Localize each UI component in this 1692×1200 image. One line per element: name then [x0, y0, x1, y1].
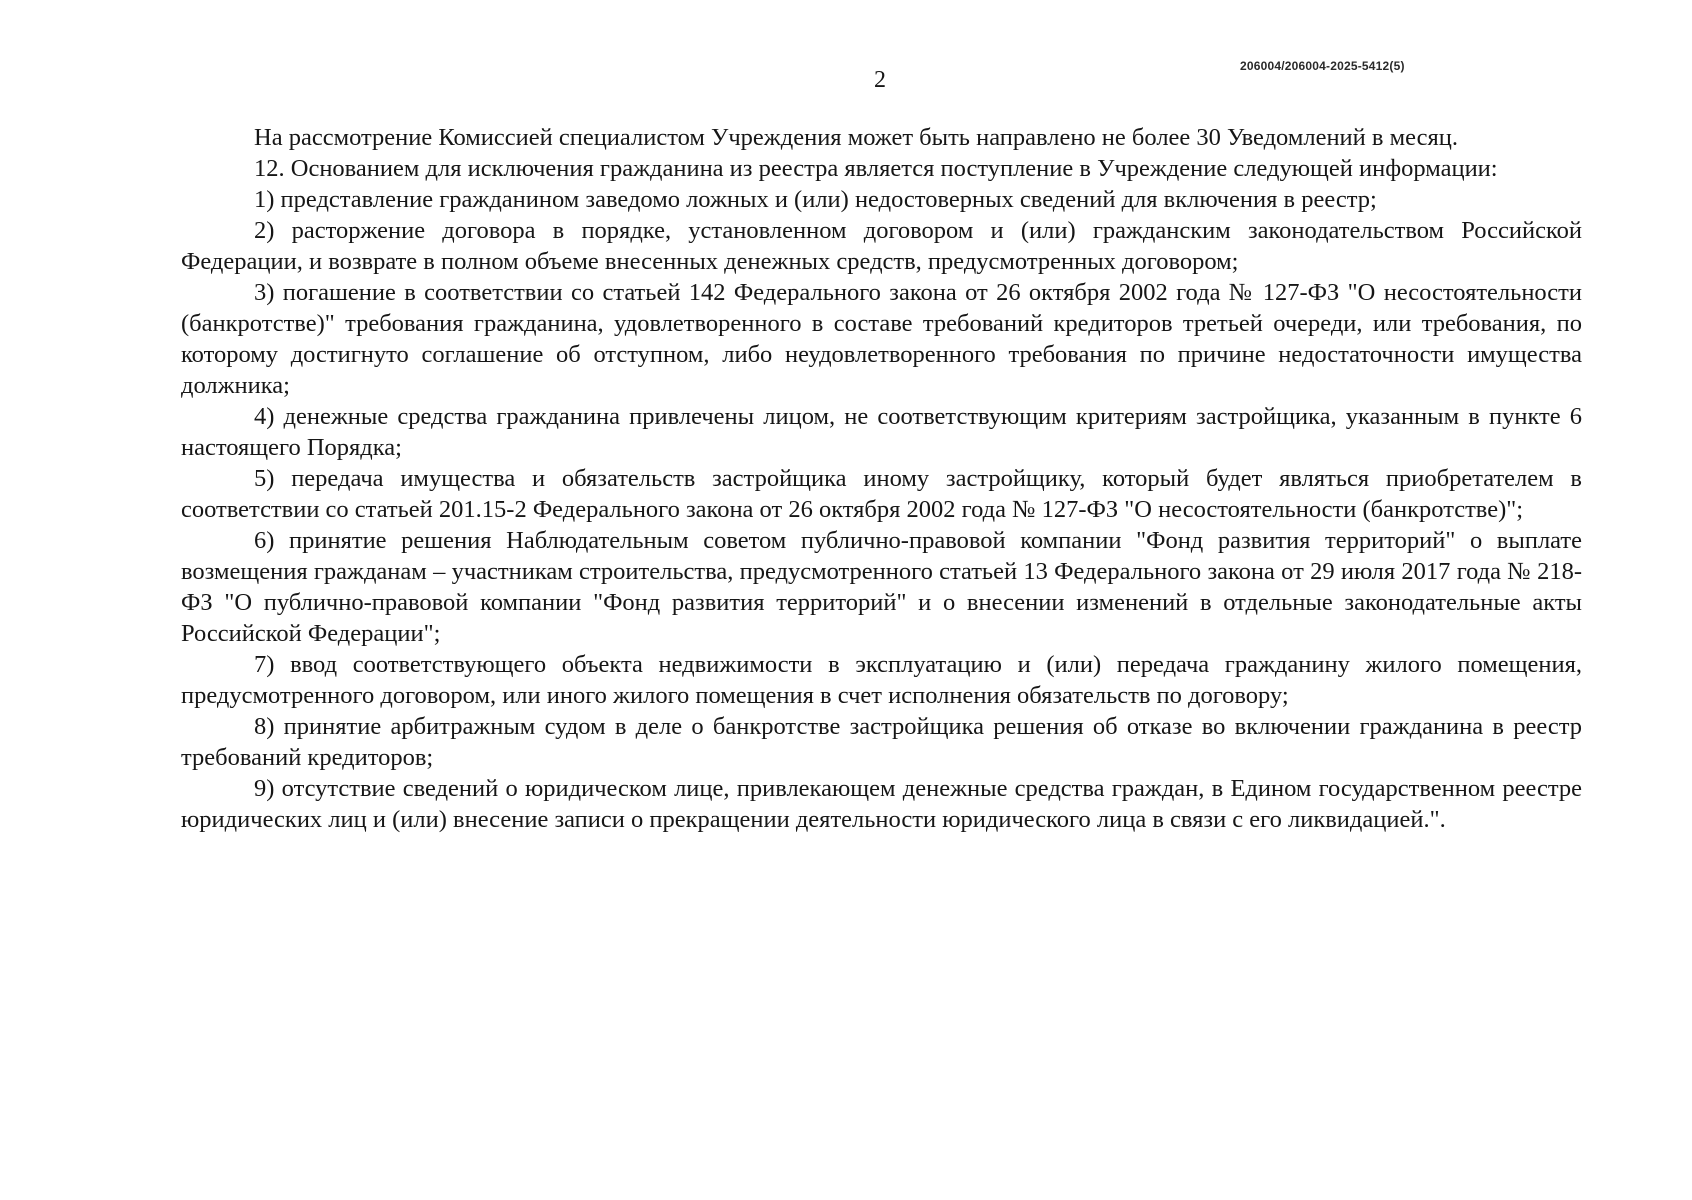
paragraph-item-6: 6) принятие решения Наблюдательным советом публично-правовой компании "Фонд развития территорий" о выплате возмещения гражданам – участникам строительства, предусмотренного статьей 13 Федерального закона от 29 июля 2017 года № 218-ФЗ "О публично-правовой компании "Фонд развития территорий" и о внесении изменений в отдельные законодательные акты Российской Федерации";	[181, 527, 1582, 647]
paragraph-item-7: 7) ввод соответствующего объекта недвижимости в эксплуатацию и (или) передача гражданину жилого помещения, предусмотренного договором, или иного жилого помещения в счет исполнения обязательств по договору;	[181, 651, 1582, 709]
paragraph-clause-12: 12. Основанием для исключения гражданина из реестра является поступление в Учреждение следующей информации:	[254, 155, 1498, 182]
document-id: 206004/206004-2025-5412(5)	[1240, 59, 1405, 73]
paragraph-intro: На рассмотрение Комиссией специалистом Учреждения может быть направлено не более 30 Уведомлений в месяц.	[254, 124, 1458, 151]
paragraph-item-4: 4) денежные средства гражданина привлечены лицом, не соответствующим критериям застройщика, указанным в пункте 6 настоящего Порядка;	[181, 403, 1582, 461]
paragraph-item-9: 9) отсутствие сведений о юридическом лице, привлекающем денежные средства граждан, в Едином государственном реестре юридических лиц и (или) внесение записи о прекращении деятельности юридического лица в связи с его ликвидацией.".	[181, 775, 1582, 833]
paragraph-item-1: 1) представление гражданином заведомо ложных и (или) недостоверных сведений для включения в реестр;	[254, 186, 1377, 213]
page-number: 2	[874, 67, 886, 93]
document-body	[181, 122, 1582, 835]
paragraph-item-5: 5) передача имущества и обязательств застройщика иному застройщику, который будет являться приобретателем в соответствии со статьей 201.15-2 Федерального закона от 26 октября 2002 года № 127-ФЗ "О несостоятельности (банкротстве)";	[181, 465, 1582, 523]
paragraph-item-3: 3) погашение в соответствии со статьей 142 Федерального закона от 26 октября 2002 года № 127-ФЗ "О несостоятельности (банкротстве)" требования гражданина, удовлетворенного в составе требований кредиторов третьей очереди, или требования, по которому достигнуто соглашение об отступном, либо неудовлетворенного требования по причине недостаточности имущества должника;	[181, 279, 1582, 399]
paragraph-item-2: 2) расторжение договора в порядке, установленном договором и (или) гражданским законодательством Российской Федерации, и возврате в полном объеме внесенных денежных средств, предусмотренных договором;	[181, 217, 1582, 275]
paragraph-item-8: 8) принятие арбитражным судом в деле о банкротстве застройщика решения об отказе во включении гражданина в реестр требований кредиторов;	[181, 713, 1582, 771]
